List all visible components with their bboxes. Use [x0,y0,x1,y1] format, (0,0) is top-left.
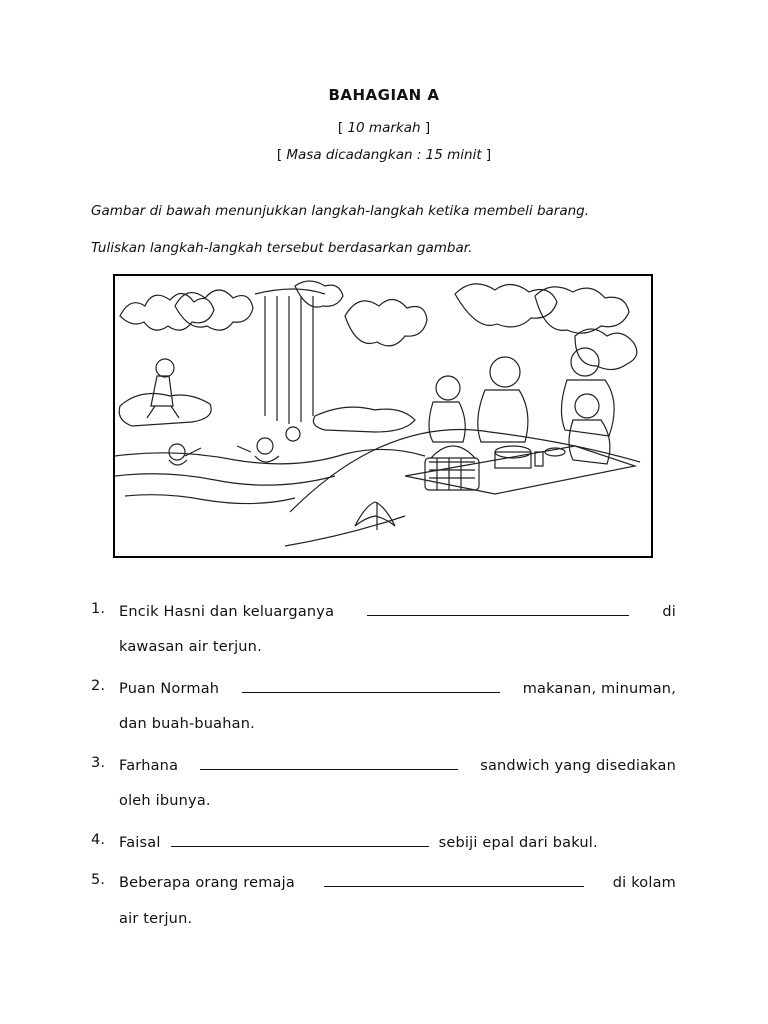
question-number: 1. [91,601,106,617]
question-text-after: sebiji epal dari bakul. [438,835,598,851]
picnic-scene-drawing [115,276,651,556]
question-text-after: di kolam [612,875,676,891]
marks-note: [ 10 markah ] [337,120,431,136]
instruction-1: Gambar di bawah menunjukkan langkah-langkah ketika membeli barang. [91,203,590,219]
question-line [119,755,676,774]
picnic-illustration [113,274,653,558]
question-5-continuation: air terjun. [119,911,193,927]
question-line [119,872,676,891]
question-text-after: makanan, minuman, [522,681,676,697]
question-1-continuation: kawasan air terjun. [119,639,262,655]
answer-blank[interactable] [324,872,584,887]
question-line [119,601,676,620]
question-number: 5. [91,872,106,888]
question-text: Farhana [119,758,179,774]
question-line [119,832,676,851]
instruction-2: Tuliskan langkah-langkah tersebut berdasarkan gambar. [91,240,473,256]
time-note: [ Masa dicadangkan : 15 minit ] [276,147,492,163]
answer-blank[interactable] [242,678,500,693]
time-text: Masa dicadangkan : 15 minit [286,147,482,163]
question-number: 3. [91,755,106,771]
question-text: Puan Normah [119,681,220,697]
question-text-after: di [662,604,676,620]
question-text-after: sandwich yang disediakan [480,758,676,774]
question-number: 4. [91,832,106,848]
question-number: 2. [91,678,106,694]
section-title: BAHAGIAN A [328,86,440,104]
answer-blank[interactable] [200,755,458,770]
question-line [119,678,676,697]
question-2-continuation: dan buah-buahan. [119,716,255,732]
marks-text: 10 markah [347,120,421,136]
answer-blank[interactable] [367,601,629,616]
question-text: Encik Hasni dan keluarganya [119,604,335,620]
question-3-continuation: oleh ibunya. [119,793,211,809]
question-text: Faisal [119,835,161,851]
answer-blank[interactable] [171,832,429,847]
question-text: Beberapa orang remaja [119,875,295,891]
